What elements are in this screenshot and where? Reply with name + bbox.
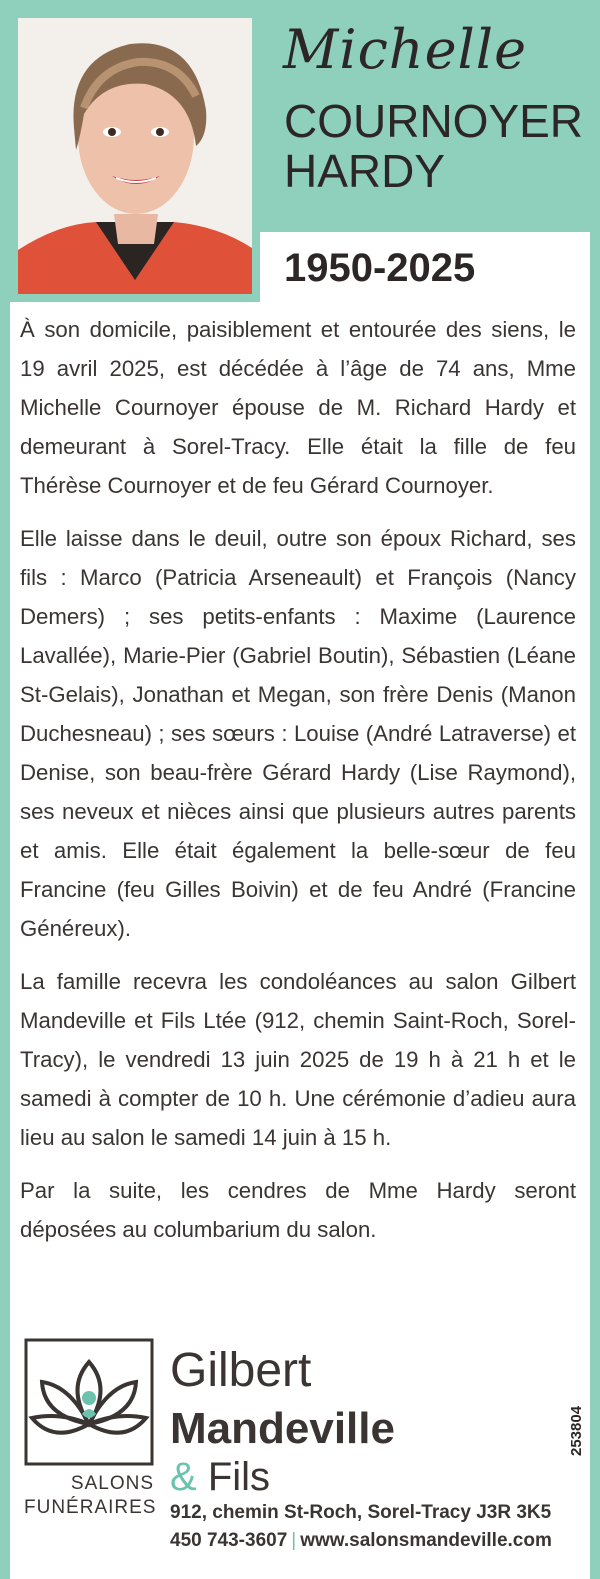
brand-fils-text: Fils (207, 1455, 271, 1499)
last-name-line-1: COURNOYER (284, 95, 584, 147)
brand-ampersand: & (170, 1455, 197, 1499)
obituary-text (20, 310, 576, 1263)
lotus-logo-icon (24, 1338, 154, 1466)
salons-funeraires-label (24, 1472, 157, 1520)
salons-label-line-2: FUNÉRAIRES (24, 1497, 157, 1518)
left-border (0, 0, 10, 1579)
brand-name-fils (170, 1455, 270, 1499)
first-name: Michelle (283, 18, 528, 81)
contact-separator: | (291, 1530, 297, 1551)
right-border (590, 0, 600, 1579)
salons-label-line-1: SALONS (70, 1473, 154, 1494)
paragraph-columbarium: Par la suite, les cendres de Mme Hardy seront déposées au columbarium du salon. (20, 1178, 576, 1242)
phone-number: 450 743-3607 (170, 1530, 288, 1551)
paragraph-family: Elle laisse dans le deuil, outre son époux Richard, ses fils : Marco (Patricia Arseneault) et François (Nancy Demers) ; ses petits-enfants : Maxime (Laurence Lavallée), Marie-Pier (Gabriel Boutin), Sébastien (Léane St-Gelais), Jonathan et Megan, son frère Denis (Manon Duchesneau) ; ses sœurs : Louise (André Latraverse) et Denise, son beau-frère Gérard Hardy (Lise Raymond), ses neveux et nièces ainsi que plusieurs autres parents et amis. Elle était également la belle-sœur de feu Francine (feu Gilles Boivin) et de feu André (Francine Généreux). (20, 526, 576, 941)
brand-name-mandeville: Mandeville (170, 1404, 395, 1453)
brand-name-gilbert: Gilbert (170, 1344, 312, 1397)
portrait-photo (18, 18, 252, 294)
portrait-frame (10, 10, 260, 302)
last-name-line-2: HARDY (284, 145, 446, 197)
ad-reference-code: 253804 (568, 1405, 585, 1456)
last-name (284, 96, 583, 196)
funeral-home-contact (170, 1528, 552, 1554)
portrait-illustration (18, 18, 252, 294)
website-link[interactable]: www.salonsmandeville.com (300, 1530, 552, 1551)
paragraph-visitation: La famille recevra les condoléances au salon Gilbert Mandeville et Fils Ltée (912, chemin Saint-Roch, Sorel-Tracy), le vendredi 13 juin 2025 de 19 h à 21 h et le samedi à compter de 10 h. Une cérémonie d’adieu aura lieu au salon le samedi 14 juin à 15 h. (20, 969, 576, 1150)
funeral-home-address: 912, chemin St-Roch, Sorel-Tracy J3R 3K5 (170, 1502, 552, 1523)
paragraph-death-notice: À son domicile, paisiblement et entourée des siens, le 19 avril 2025, est décédée à l’âge de 74 ans, Mme Michelle Cournoyer épouse de M. Richard Hardy et demeurant à Sorel-Tracy. Elle était la fille de feu Thérèse Cournoyer et de feu Gérard Cournoyer. (20, 317, 576, 498)
life-years: 1950-2025 (284, 246, 476, 290)
